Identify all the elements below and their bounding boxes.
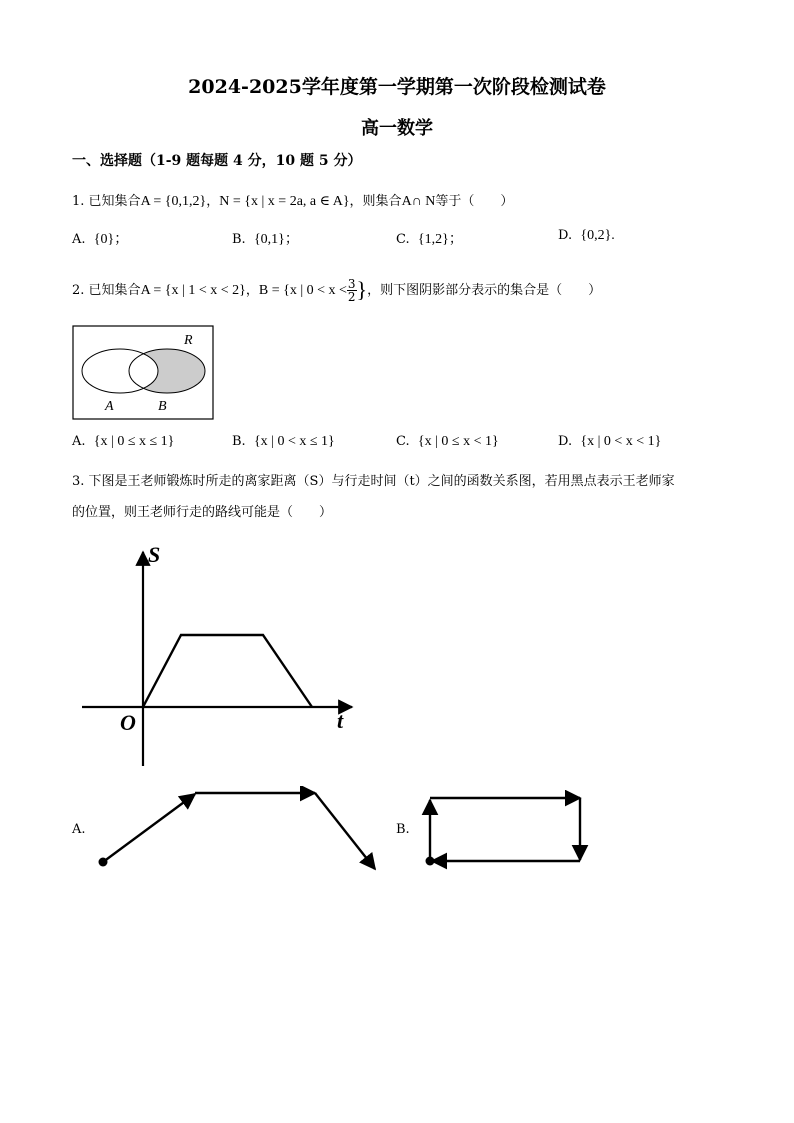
q2-option-b[interactable] xyxy=(232,434,335,450)
question-text: 已知集合 xyxy=(88,194,141,209)
fraction xyxy=(347,278,357,303)
question-text: ，则集合 xyxy=(349,194,402,209)
question-text-line-1: 下图是王老师锻炼时所走的离家距离（S）与行走时间（t）之间的函数关系图，若用黑点表示王老师家 xyxy=(88,474,675,489)
option-label: B. xyxy=(232,232,246,247)
option-value: {0,2}. xyxy=(580,228,615,243)
distance-curve xyxy=(143,635,312,707)
option-value: {0,1}； xyxy=(253,232,299,247)
option-value: {x | 0 ≤ x ≤ 1} xyxy=(93,434,175,449)
option-label: D. xyxy=(558,434,573,449)
q3-option-a-route[interactable] xyxy=(95,786,385,876)
home-dot-icon xyxy=(99,858,108,867)
fraction-denominator: 2 xyxy=(347,290,356,304)
question-text: 已知集合 xyxy=(88,283,141,298)
fraction-numerator: 3 xyxy=(347,277,356,291)
set-a-label: A xyxy=(105,399,114,414)
s-axis-label: S xyxy=(148,542,161,567)
q2-option-a[interactable] xyxy=(72,434,174,450)
question-text: ，则下图阴影部分表示的集合是（ ） xyxy=(367,283,602,298)
venn-diagram xyxy=(72,325,214,420)
set-a-definition: A = {0,1,2} xyxy=(140,194,207,209)
exam-title: 2024-2025学年度第一学期第一次阶段检测试卷 xyxy=(188,76,606,98)
home-dot-icon xyxy=(426,857,435,866)
q3-option-a-label[interactable]: A. xyxy=(72,822,86,837)
option-value: {x | 0 < x ≤ 1} xyxy=(253,434,335,449)
question-3 xyxy=(72,472,732,492)
option-value: {x | 0 < x < 1} xyxy=(580,434,662,449)
distance-time-graph xyxy=(80,540,370,772)
set-a-definition: A = {x | 1 < x < 2} xyxy=(140,283,246,298)
option-value: {1,2}； xyxy=(417,232,463,247)
q2-option-c[interactable] xyxy=(396,434,499,450)
set-b-definition: B = {x | 0 < x < xyxy=(258,283,347,298)
q1-option-a[interactable] xyxy=(72,228,128,248)
option-label: A. xyxy=(72,232,86,247)
option-label: A. xyxy=(72,434,86,449)
brace: } xyxy=(356,277,368,302)
exam-subtitle: 高一数学 xyxy=(361,118,433,139)
option-label: C. xyxy=(396,434,410,449)
section-heading: 一、选择题（1-9 题每题 4 分，10 题 5 分） xyxy=(72,153,362,169)
option-label: B. xyxy=(232,434,246,449)
set-n-definition: N = {x | x = 2a, a ∈ A} xyxy=(219,194,350,209)
question-3-continued: 的位置，则王老师行走的路线可能是（ ） xyxy=(72,505,333,520)
option-value: {0}； xyxy=(93,232,129,247)
comma: ， xyxy=(206,194,220,209)
origin-label: O xyxy=(120,710,136,735)
question-number: 2. xyxy=(72,283,85,298)
q3-option-b-label[interactable]: B. xyxy=(396,822,410,837)
q2-option-d[interactable] xyxy=(558,434,661,450)
route-segment xyxy=(315,793,375,869)
option-label: D. xyxy=(558,228,573,243)
set-expression: A∩ N xyxy=(401,194,436,209)
q1-option-c[interactable] xyxy=(396,228,463,248)
option-value: {x | 0 ≤ x < 1} xyxy=(417,434,499,449)
set-b-label: B xyxy=(158,399,167,414)
question-text: 等于（ ） xyxy=(435,194,514,209)
universe-label: R xyxy=(184,333,193,348)
question-number: 1. xyxy=(72,194,85,209)
q3-option-b-route[interactable] xyxy=(420,790,590,870)
question-1 xyxy=(72,192,513,212)
t-axis-label: t xyxy=(337,708,344,733)
q1-option-b[interactable] xyxy=(232,228,299,248)
q1-option-d[interactable] xyxy=(558,228,615,244)
question-number: 3. xyxy=(72,474,85,489)
question-2: 2. 已知集合A = {x | 1 < x < 2}，B = {x | 0 < x < $\frac{3}{2}$ }，则下图阴影部分表示的集合是（ ） xyxy=(72,277,602,304)
option-label: C. xyxy=(396,232,410,247)
route-segment xyxy=(103,794,195,862)
